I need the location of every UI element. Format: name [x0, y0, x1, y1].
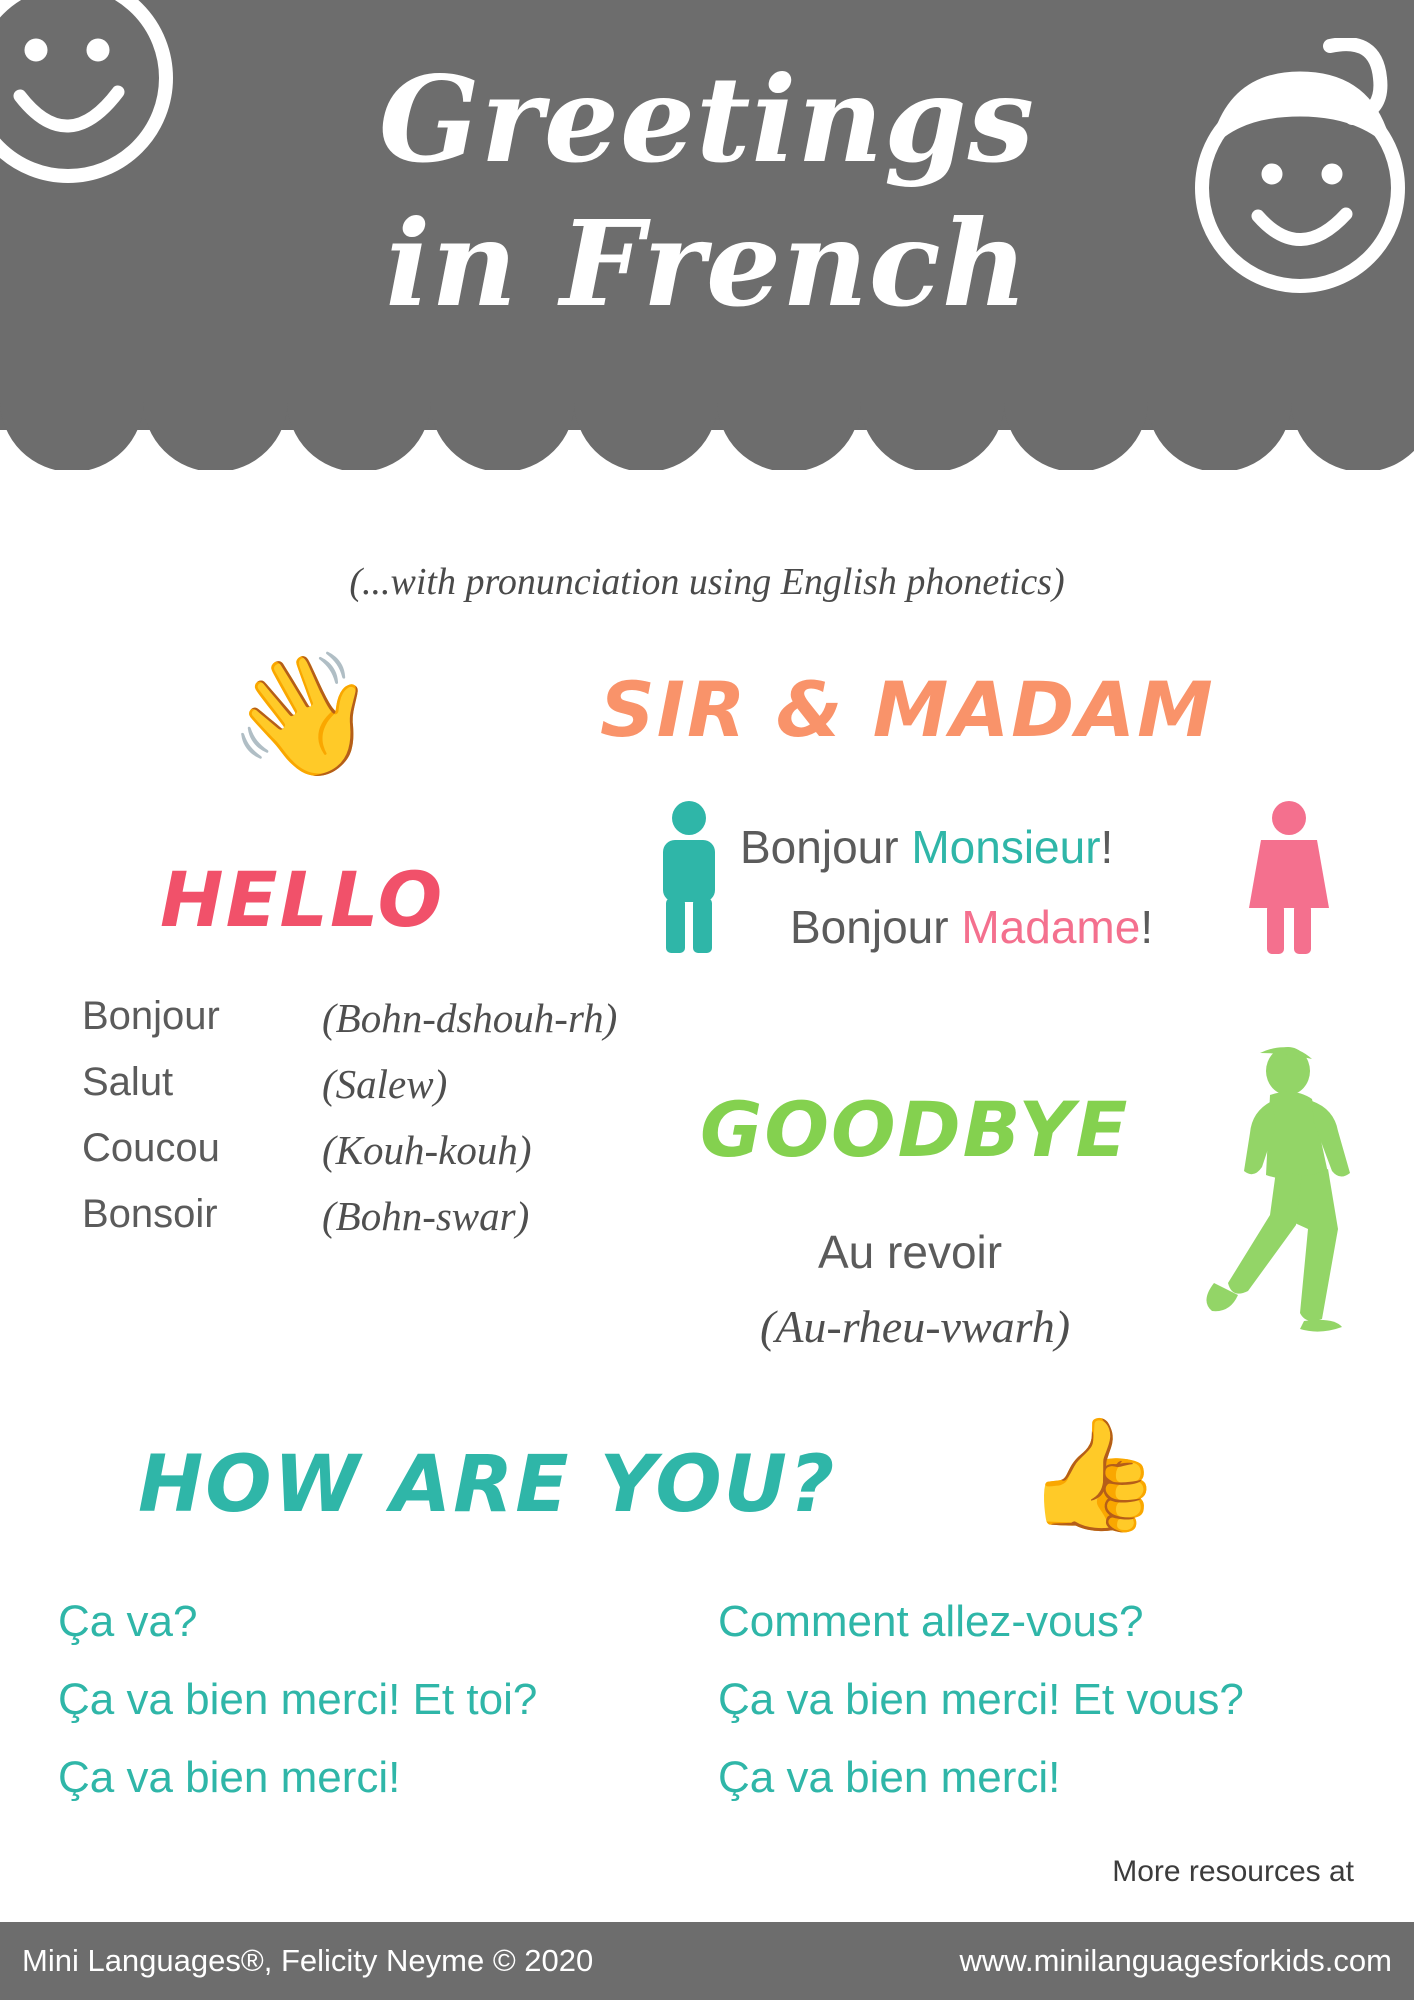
more-resources-note: More resources at: [1112, 1855, 1354, 1888]
hello-phonetic: (Salew): [322, 1061, 448, 1107]
subtitle: (...with pronunciation using English phonetics): [349, 561, 1065, 603]
madame-word: Madame: [961, 901, 1141, 953]
title-line-2: in French: [385, 193, 1029, 333]
how-are-you-heading: HOW ARE YOU?: [138, 1440, 837, 1530]
goodbye-heading: GOODBYE: [700, 1085, 1130, 1174]
list-item: Ça va bien merci! Et vous?: [718, 1674, 1244, 1724]
madam-greeting-suffix: !: [1140, 901, 1154, 953]
hello-word: Coucou: [82, 1126, 220, 1170]
table-row: [82, 1117, 622, 1183]
list-item: Ça va?: [58, 1597, 198, 1646]
woman-pictogram-icon: [1245, 800, 1333, 955]
thumbs-up-icon: 👍: [1025, 1413, 1162, 1536]
hello-word: Salut: [82, 1060, 174, 1104]
hello-word: Bonsoir: [82, 1192, 218, 1236]
how-are-you-formal-column: [718, 1590, 1358, 1823]
walking-person-sketch-icon: [1200, 1045, 1370, 1335]
list-item: Ça va bien merci!: [58, 1752, 401, 1802]
madam-greeting-line: [790, 900, 1153, 954]
hello-phonetic: (Kouh-kouh): [322, 1127, 532, 1173]
poster-header: [0, 0, 1414, 470]
table-row: [82, 1183, 622, 1249]
hello-heading: HELLO: [160, 855, 445, 944]
sir-greeting-prefix: Bonjour: [740, 821, 912, 873]
goodbye-word: Au revoir: [818, 1226, 1003, 1278]
sir-madam-heading: SIR & MADAM: [600, 665, 1215, 754]
monsieur-word: Monsieur: [911, 821, 1101, 873]
hello-word: Bonjour: [82, 994, 220, 1038]
header-scallop-edge: [0, 400, 1414, 470]
table-row: [82, 985, 622, 1051]
madam-greeting-prefix: Bonjour: [790, 901, 962, 953]
list-item: Ça va bien merci! Et toi?: [58, 1674, 538, 1724]
hello-word-table: [82, 985, 622, 1249]
list-item: Comment allez-vous?: [718, 1597, 1144, 1646]
footer-credit: Mini Languages®, Felicity Neyme © 2020: [22, 1943, 594, 1978]
footer-website[interactable]: www.minilanguagesforkids.com: [959, 1943, 1392, 1978]
hello-phonetic: (Bohn-dshouh-rh): [322, 995, 618, 1041]
how-are-you-informal-column: [58, 1590, 548, 1823]
sir-greeting-suffix: !: [1100, 821, 1114, 873]
sir-greeting-line: [740, 820, 1113, 874]
title-line-1: Greetings: [378, 50, 1036, 189]
table-row: [82, 1051, 622, 1117]
list-item: Ça va bien merci!: [718, 1752, 1061, 1802]
poster-footer: [0, 1922, 1414, 2000]
goodbye-phonetic: (Au-rheu-vwarh): [760, 1301, 1071, 1352]
waving-hand-icon: 👋: [228, 648, 378, 782]
man-pictogram-icon: [650, 800, 728, 955]
page-title: [0, 48, 1414, 336]
hello-phonetic: (Bohn-swar): [322, 1193, 530, 1239]
